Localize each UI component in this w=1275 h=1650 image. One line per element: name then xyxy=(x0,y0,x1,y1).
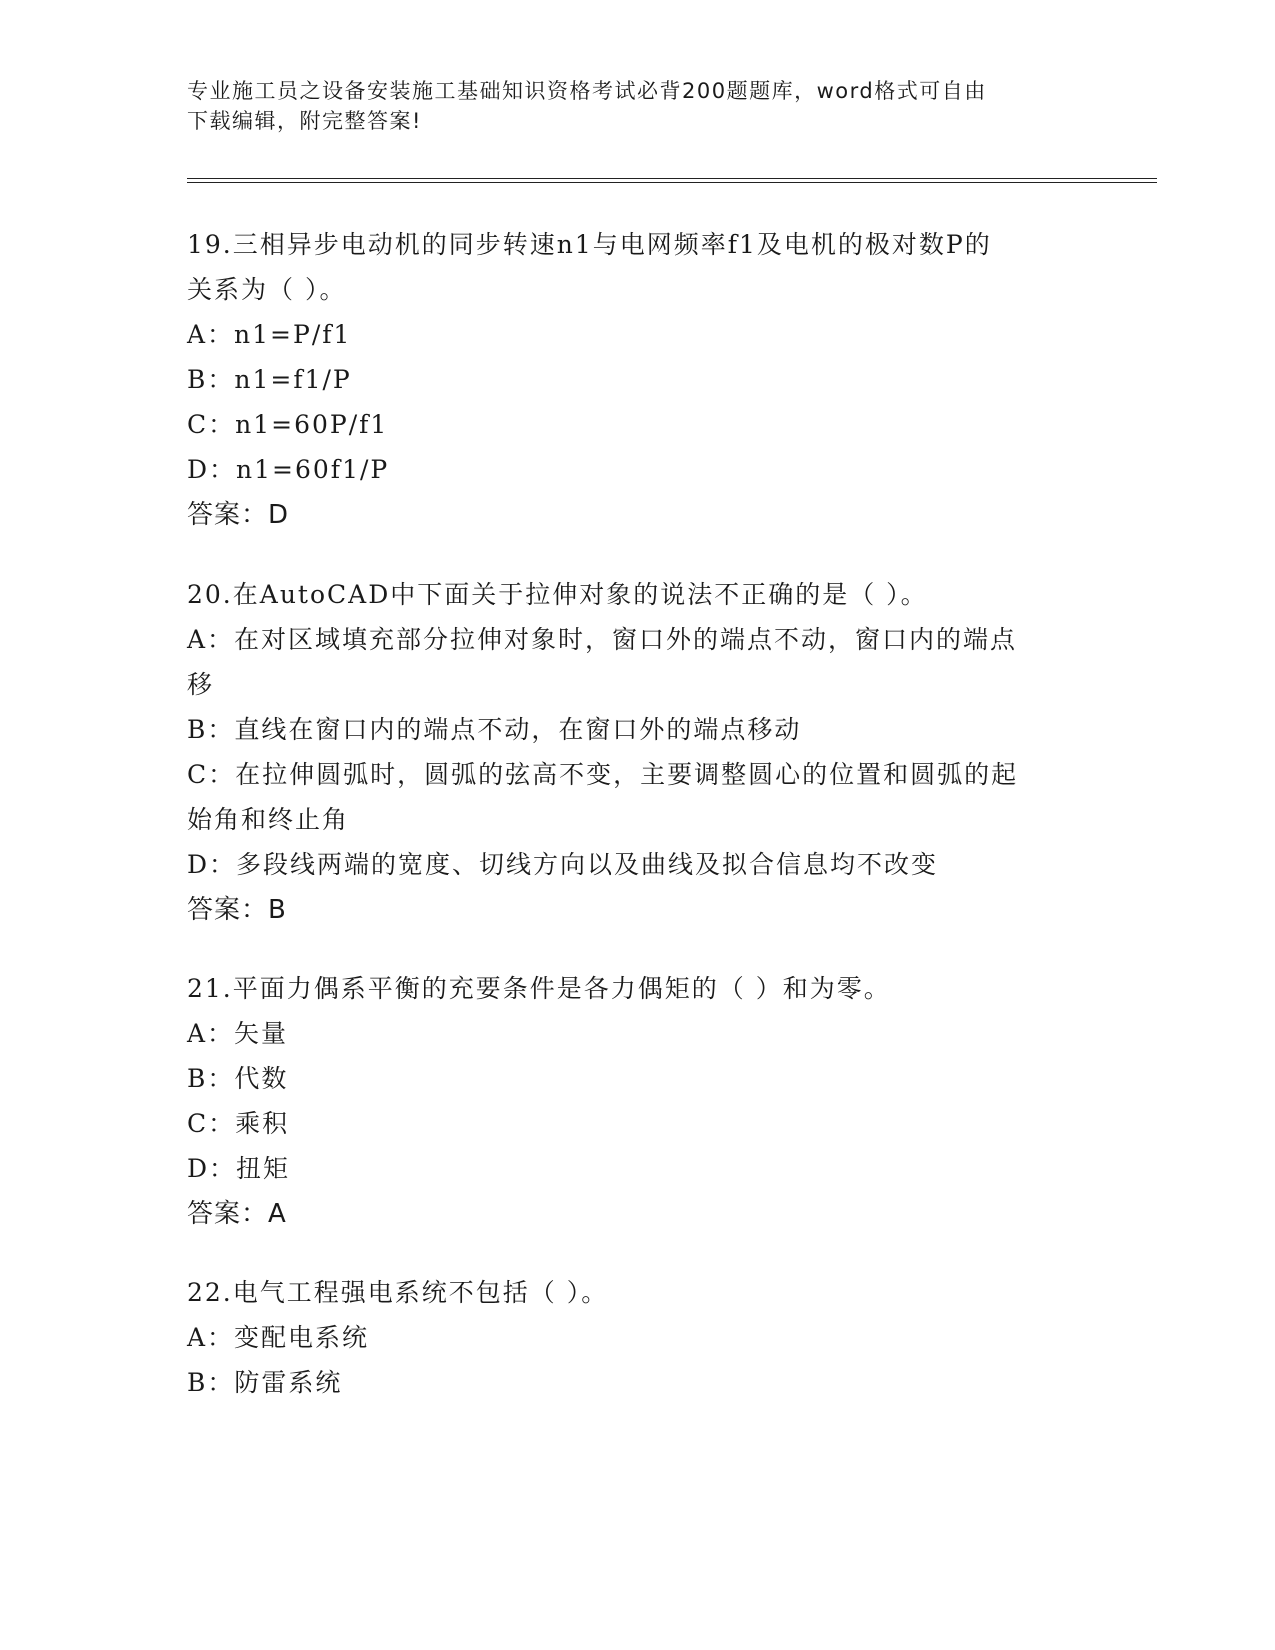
option-b: B：代数 xyxy=(187,1064,289,1093)
question-21 xyxy=(187,966,1087,1237)
option-d: D：扭矩 xyxy=(187,1154,291,1183)
question-20 xyxy=(187,572,1087,933)
option-b: B：n1=f1/P xyxy=(187,365,352,394)
option-c: C：乘积 xyxy=(187,1109,290,1138)
header-line: 专业施工员之设备安装施工基础知识资格考试必背200题题库，word格式可自由 xyxy=(187,79,987,103)
option-c: C：在拉伸圆弧时，圆弧的弦高不变，主要调整圆心的位置和圆弧的起 xyxy=(187,760,1019,789)
option-b: B：直线在窗口内的端点不动，在窗口外的端点移动 xyxy=(187,715,802,744)
option-d: D：多段线两端的宽度、切线方向以及曲线及拟合信息均不改变 xyxy=(187,850,939,879)
question-stem: 20.在AutoCAD中下面关于拉伸对象的说法不正确的是（ ）。 xyxy=(187,580,928,609)
header-divider xyxy=(187,178,1157,183)
option-c-continued: 始角和终止角 xyxy=(187,805,350,834)
option-d: D：n1=60f1/P xyxy=(187,455,390,484)
answer: 答案：B xyxy=(187,895,287,925)
question-stem: 19.三相异步电动机的同步转速n1与电网频率f1及电机的极对数P的 xyxy=(187,230,992,259)
answer: 答案：D xyxy=(187,500,290,530)
question-stem: 22.电气工程强电系统不包括（ ）。 xyxy=(187,1278,609,1307)
option-a: A：变配电系统 xyxy=(187,1323,370,1352)
option-a: A：n1=P/f1 xyxy=(187,320,352,349)
option-a: A：在对区域填充部分拉伸对象时，窗口外的端点不动，窗口内的端点 xyxy=(187,625,1018,654)
option-a-continued: 移 xyxy=(187,670,215,699)
option-b: B：防雷系统 xyxy=(187,1368,343,1397)
header-line: 下载编辑，附完整答案! xyxy=(187,109,422,133)
option-c: C：n1=60P/f1 xyxy=(187,410,389,439)
question-stem: 21.平面力偶系平衡的充要条件是各力偶矩的（ ）和为零。 xyxy=(187,974,891,1003)
question-19 xyxy=(187,222,1087,538)
question-22 xyxy=(187,1270,1087,1405)
document-header xyxy=(187,76,1087,136)
answer: 答案：A xyxy=(187,1199,287,1229)
question-stem: 关系为（ ）。 xyxy=(187,275,347,304)
option-a: A：矢量 xyxy=(187,1019,289,1048)
